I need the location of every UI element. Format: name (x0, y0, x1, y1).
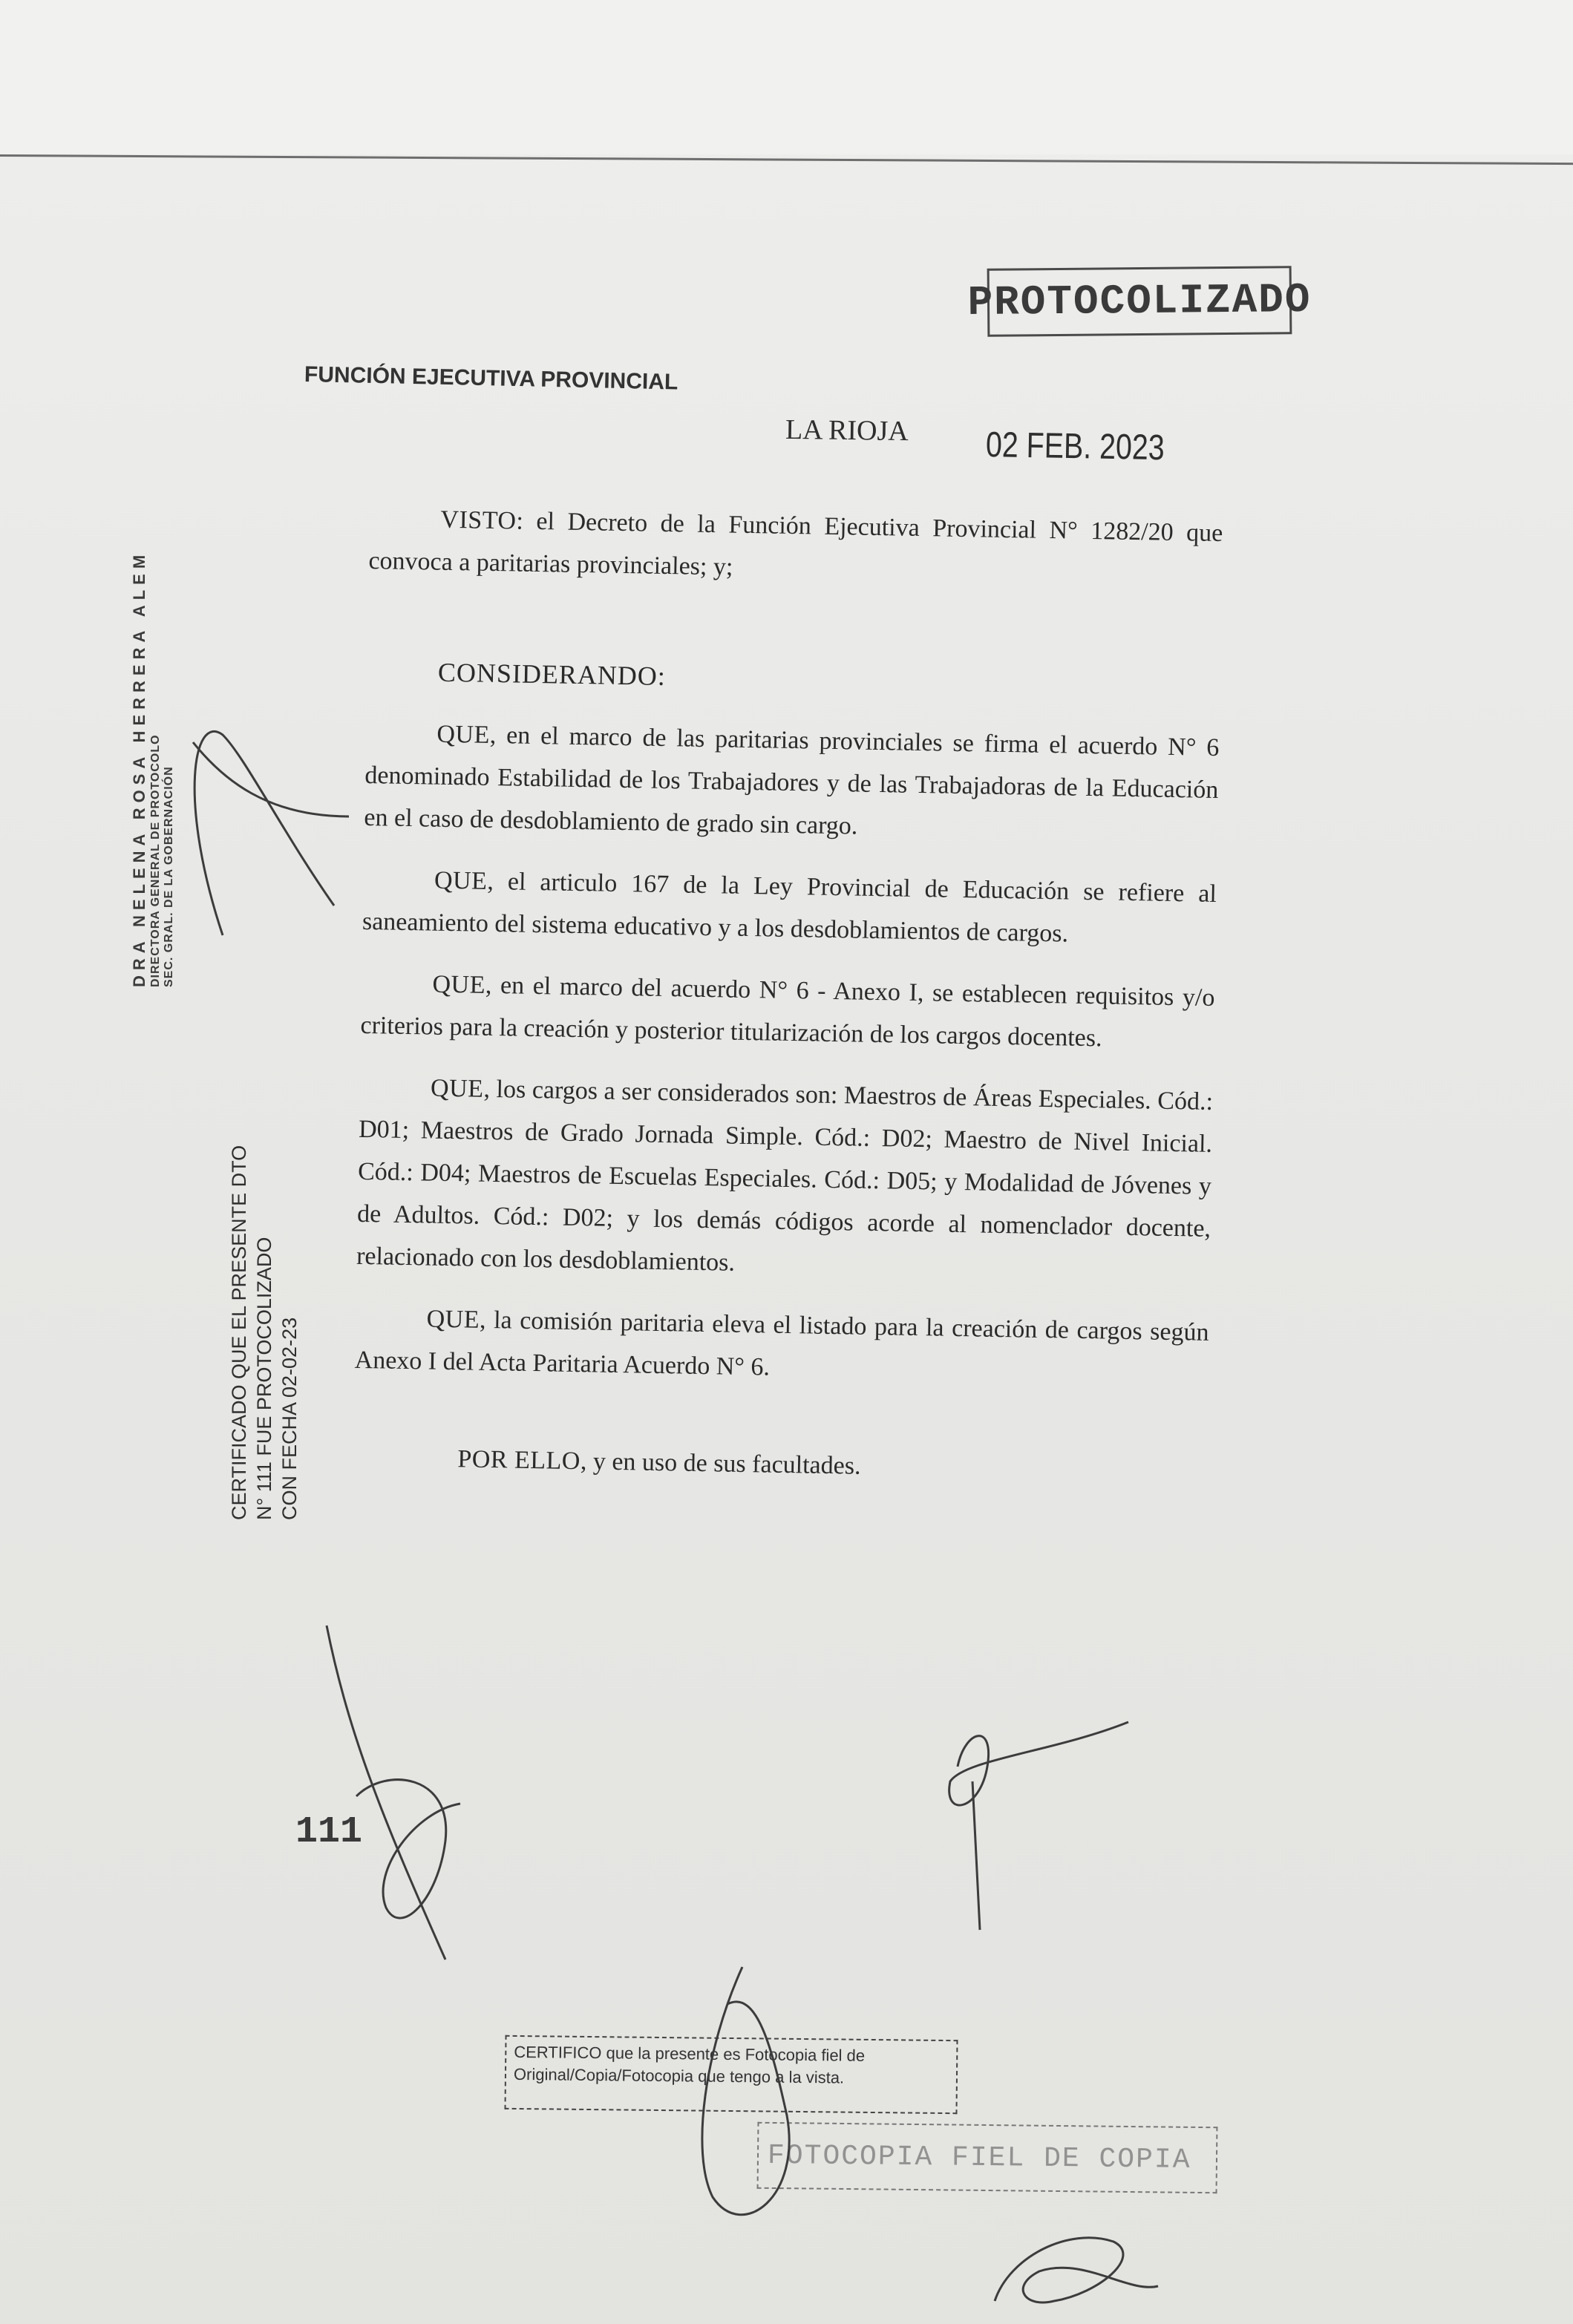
que-lead: QUE (432, 970, 486, 999)
visto-lead: VISTO (440, 505, 517, 535)
que-paragraph-4 (356, 1066, 1214, 1292)
que-text: , en el marco de las paritarias provinciales se firma el acuerdo N° 6 denominado Estabilidad de los Trabajadores y de las Trabajadoras de la Educación en el caso de desdoblamiento de grado sin cargo. (364, 721, 1220, 840)
official-name: DRA NELENA ROSA HERRERA ALEM (130, 549, 148, 987)
certificate-line-1: CERTIFICADO QUE EL PRESENTE DTO (228, 1145, 250, 1520)
certificate-line-2: N° 111 FUE PROTOCOLIZADO (253, 1237, 275, 1520)
que-lead: QUE (436, 720, 491, 749)
decree-body (353, 497, 1223, 1493)
signature-left-bottom (327, 1626, 460, 1960)
que-lead: QUE (430, 1074, 484, 1103)
que-paragraph-5 (354, 1297, 1209, 1396)
copy-stamp: FOTOCOPIA FIEL DE COPIA (757, 2122, 1218, 2193)
page-edge-line (0, 154, 1573, 165)
por-ello-lead: POR ELLO (457, 1445, 581, 1476)
certificate-stamp-vertical (226, 1145, 302, 1520)
considerando-heading: CONSIDERANDO: (437, 657, 667, 691)
que-paragraph-2 (362, 858, 1217, 958)
que-text: , los cargos a ser considerados son: Maestros de Áreas Especiales. Cód.: D01; Maestros de Grado Jornada Simple. Cód.: D02; Maestro de Nivel Inicial. Cód.: D04; Maestros de Escuelas Especiales. Cód.: D05; y Modalidad de Jóvenes y de Adultos. Cód.: D02; y los demás códigos acorde al nomenclador docente, relacionado con los desdoblamientos. (356, 1075, 1214, 1277)
place-header: LA RIOJA (785, 413, 909, 448)
que-text: , la comisión paritaria eleva el listado para la creación de cargos según Anexo I del Acta Paritaria Acuerdo N° 6. (354, 1306, 1209, 1381)
certificate-line-3: CON FECHA 02-02-23 (278, 1317, 301, 1520)
top-band (0, 0, 1573, 154)
office-header: FUNCIÓN EJECUTIVA PROVINCIAL (304, 362, 678, 395)
decree-number-stamp: 111 (295, 1811, 363, 1853)
certifico-line-2: Original/Copia/Fotocopia que tengo a la vista. (513, 2064, 845, 2087)
signature-right-initial (949, 1722, 1128, 1930)
que-paragraph-1 (364, 712, 1220, 854)
visto-text: : el Decreto de la Función Ejecutiva Provincial N° 1282/20 que convoca a paritarias provinciales; y; (368, 507, 1223, 581)
que-text: , en el marco del acuerdo N° 6 - Anexo I, se establecen requisitos y/o criterios para la creación y posterior titularización de los cargos docentes. (360, 971, 1215, 1053)
official-seal-stamp (130, 550, 176, 987)
official-office: SEC. GRAL. DE LA GOBERNACIÓN (163, 766, 175, 987)
certifico-stamp (504, 2035, 958, 2114)
que-text: , el articulo 167 de la Ley Provincial de Educación se refiere al saneamiento del sistema educativo y a los desdoblamientos de cargos. (362, 867, 1217, 948)
protocolizado-stamp: PROTOCOLIZADO (987, 266, 1292, 337)
por-ello-text: , y en uso de sus facultades. (580, 1447, 861, 1480)
signature-left-seal (193, 731, 349, 935)
certifico-line-1: CERTIFICO que la presente es Fotocopia fiel de (514, 2042, 866, 2065)
visto-paragraph (368, 497, 1223, 597)
que-lead: QUE (426, 1305, 480, 1334)
official-title: DIRECTORA GENERAL DE PROTOCOLO (149, 734, 162, 987)
que-lead: QUE (434, 866, 488, 895)
date-stamp: 02 FEB. 2023 (985, 425, 1165, 468)
que-paragraph-3 (360, 962, 1215, 1061)
signature-bottom (995, 2238, 1158, 2302)
